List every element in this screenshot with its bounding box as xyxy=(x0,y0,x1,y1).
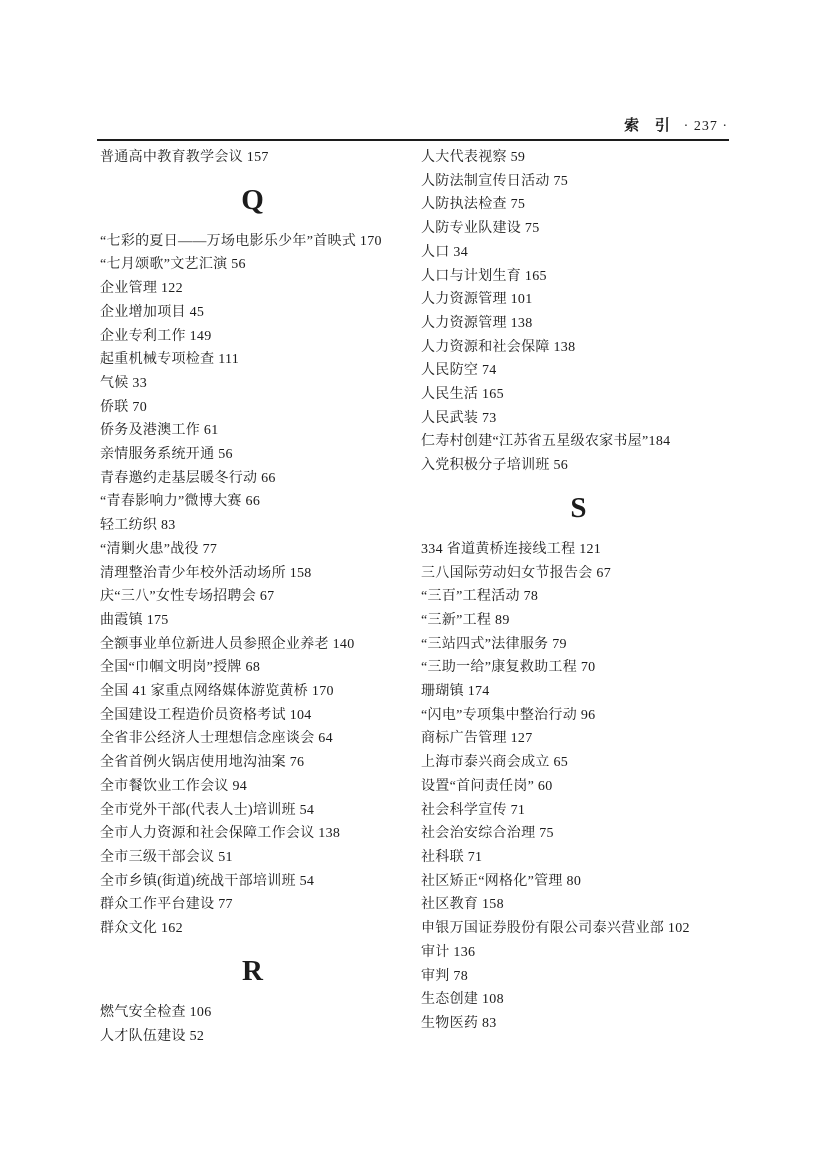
index-entry: 气候 33 xyxy=(100,375,147,391)
index-entry: “三百”工程活动 78 xyxy=(421,589,539,605)
index-entry: “三新”工程 89 xyxy=(421,612,510,628)
index-entry: 燃气安全检查 106 xyxy=(100,1004,212,1020)
index-entry: “闪电”专项集中整治行动 96 xyxy=(421,707,596,723)
index-entry: 生物医药 83 xyxy=(421,1015,497,1031)
index-entry: 全省首例火锅店使用地沟油案 76 xyxy=(100,755,305,771)
index-entry: 企业专利工作 149 xyxy=(100,328,212,344)
index-entry: 三八国际劳动妇女节报告会 67 xyxy=(421,565,611,581)
index-entry: “清剿火患”战役 77 xyxy=(100,541,218,557)
index-entry: 审计 136 xyxy=(421,944,476,960)
index-entry: 全市人力资源和社会保障工作会议 138 xyxy=(100,826,341,842)
index-entry: “三助一给”康复救助工程 70 xyxy=(421,660,596,676)
index-entry: “青春影响力”微博大赛 66 xyxy=(100,494,261,510)
index-entry: 人民生活 165 xyxy=(421,387,504,403)
section-heading-r: R xyxy=(242,954,264,987)
header-divider xyxy=(97,139,729,141)
index-entry: 企业增加项目 45 xyxy=(100,304,205,320)
index-entry: 人口 34 xyxy=(421,244,468,260)
index-column-left xyxy=(100,146,406,1048)
index-entry: 企业管理 122 xyxy=(100,281,183,297)
index-entry: 全市乡镇(街道)统战干部培训班 54 xyxy=(100,873,315,889)
index-entry: 庆“三八”女性专场招聘会 67 xyxy=(100,589,275,605)
index-entry: 全国建设工程造价员资格考试 104 xyxy=(100,707,312,723)
index-entry: 人防专业队建设 75 xyxy=(421,221,540,237)
index-entry: 审判 78 xyxy=(421,968,468,984)
index-entry: 人力资源管理 138 xyxy=(421,315,533,331)
index-entry: 全市党外干部(代表人士)培训班 54 xyxy=(100,802,315,818)
index-entry: 人力资源管理 101 xyxy=(421,292,533,308)
index-entry: 群众工作平台建设 77 xyxy=(100,897,233,913)
index-entry: 社会治安综合治理 75 xyxy=(421,826,554,842)
index-entry: 人防法制宣传日活动 75 xyxy=(421,173,569,189)
index-entry: 起重机械专项检查 111 xyxy=(100,352,240,368)
index-entry: 生态创建 108 xyxy=(421,992,504,1008)
section-heading-s: S xyxy=(570,491,588,524)
index-entry: 人民防空 74 xyxy=(421,363,497,379)
index-entry: 仁寿村创建“江苏省五星级农家书屋”184 xyxy=(421,434,671,450)
index-entry: 人才队伍建设 52 xyxy=(100,1028,205,1044)
index-column-right xyxy=(421,146,737,1036)
index-entry: 全国 41 家重点网络媒体游览黄桥 170 xyxy=(100,684,334,700)
index-entry: 社科联 71 xyxy=(421,849,483,865)
index-entry: 群众文化 162 xyxy=(100,921,183,937)
index-entry: “七彩的夏日——万场电影乐少年”首映式 170 xyxy=(100,233,382,249)
index-entry: “七月颂歌”文艺汇演 56 xyxy=(100,257,246,273)
index-entry: 侨务及港澳工作 61 xyxy=(100,423,219,439)
index-entry: 全额事业单位新进人员参照企业养老 140 xyxy=(100,636,355,652)
index-entry: 人民武装 73 xyxy=(421,410,497,426)
index-entry: 社会科学宣传 71 xyxy=(421,802,526,818)
index-entry: 曲霞镇 175 xyxy=(100,612,169,628)
section-heading-q: Q xyxy=(241,183,265,216)
page-header xyxy=(624,116,728,137)
index-entry: 申银万国证券股份有限公司泰兴营业部 102 xyxy=(421,921,690,937)
index-entry: 普通高中教育教学会议 157 xyxy=(100,150,269,165)
index-entry: 社区教育 158 xyxy=(421,897,504,913)
index-entry: “三站四式”法律服务 79 xyxy=(421,636,567,652)
header-page-number: · 237 · xyxy=(683,119,728,134)
index-entry: 珊瑚镇 174 xyxy=(421,684,490,700)
index-entry: 全市三级干部会议 51 xyxy=(100,849,233,865)
index-entry: 清理整治青少年校外活动场所 158 xyxy=(100,565,312,581)
index-entry: 全国“巾帼文明岗”授牌 68 xyxy=(100,660,261,676)
index-entry: 青春邀约走基层暖冬行动 66 xyxy=(100,470,276,486)
index-entry: 全市餐饮业工作会议 94 xyxy=(100,778,248,794)
index-entry: 轻工纺织 83 xyxy=(100,518,176,534)
header-title: 索 引 xyxy=(624,118,676,134)
index-entry: 入党积极分子培训班 56 xyxy=(421,458,569,474)
index-entry: 人大代表视察 59 xyxy=(421,150,526,165)
index-entry: 侨联 70 xyxy=(100,399,147,415)
index-entry: 全省非公经济人士理想信念座谈会 64 xyxy=(100,731,333,747)
index-entry: 设置“首问责任岗” 60 xyxy=(421,778,553,794)
index-entry: 人防执法检查 75 xyxy=(421,197,526,213)
index-entry: 人口与计划生育 165 xyxy=(421,268,547,284)
index-entry: 上海市泰兴商会成立 65 xyxy=(421,755,569,771)
index-entry: 亲情服务系统开通 56 xyxy=(100,447,233,463)
index-entry: 334 省道黄桥连接线工程 121 xyxy=(421,541,602,557)
index-entry: 商标广告管理 127 xyxy=(421,731,533,747)
index-entry: 社区矫正“网格化”管理 80 xyxy=(421,873,582,889)
index-entry: 人力资源和社会保障 138 xyxy=(421,339,576,355)
